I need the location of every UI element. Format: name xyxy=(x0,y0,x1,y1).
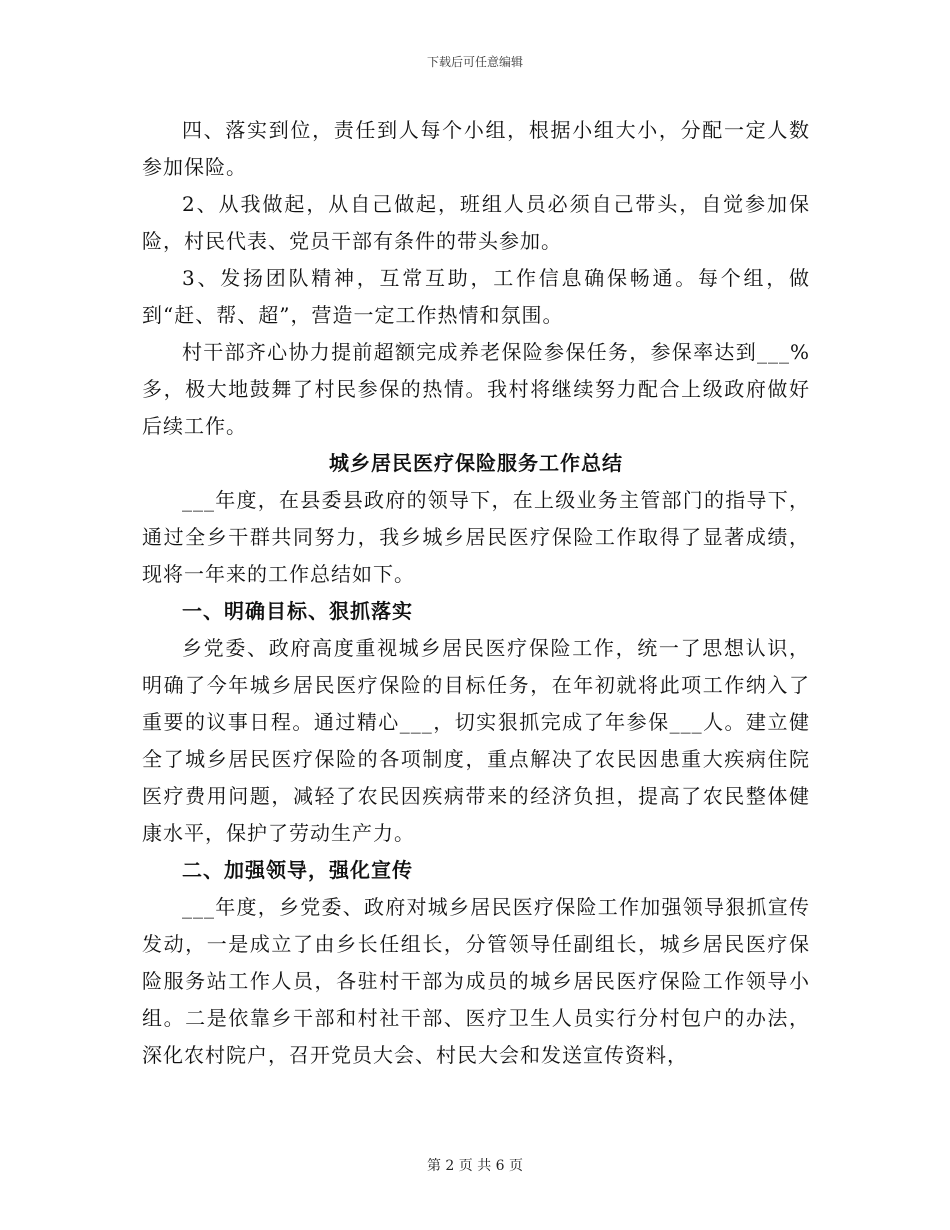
section-heading-2: 二、加强领导，强化宣传 xyxy=(182,858,413,882)
document-title: 城乡居民医疗保险服务工作总结 xyxy=(329,451,623,475)
section-heading-1: 一、明确目标、狠抓落实 xyxy=(182,599,413,623)
paragraph-intro: ___年度，在县委县政府的领导下，在上级业务主管部门的指导下，通过全乡干群共同努力，我乡城乡居民医疗保险工作取得了显著成绩，现将一年来的工作总结如下。 xyxy=(142,488,810,586)
paragraph-item-2: 2、从我做起，从自己做起，班组人员必须自己带头，自觉参加保险，村民代表、党员干部有条件的带头参加。 xyxy=(142,192,810,253)
document-body xyxy=(142,112,810,1074)
paragraph-section-four: 四、落实到位，责任到人每个小组，根据小组大小，分配一定人数参加保险。 xyxy=(142,118,810,179)
page-footer: 第 2 页 共 6 页 xyxy=(426,1158,524,1174)
page-header: 下载后可任意编辑 xyxy=(426,55,523,69)
paragraph-section-1: 乡党委、政府高度重视城乡居民医疗保险工作，统一了思想认识，明确了今年城乡居民医疗保险的目标任务，在年初就将此项工作纳入了重要的议事日程。通过精心___，切实狠抓完成了年参保___人。建立健全了城乡居民医疗保险的各项制度，重点解决了农民因患重大疾病住院医疗费用问题，减轻了农民因疾病带来的经济负担，提高了农民整体健康水平，保护了劳动生产力。 xyxy=(142,636,810,845)
paragraph-conclusion: 村干部齐心协力提前超额完成养老保险参保任务，参保率达到___%多，极大地鼓舞了村民参保的热情。我村将继续努力配合上级政府做好后续工作。 xyxy=(142,340,810,438)
paragraph-section-2: ___年度，乡党委、政府对城乡居民医疗保险工作加强领导狠抓宣传发动，一是成立了由乡长任组长，分管领导任副组长，城乡居民医疗保险服务站工作人员，各驻村干部为成员的城乡居民医疗保险工作领导小组。二是依靠乡干部和村社干部、医疗卫生人员实行分村包户的办法，深化农村院户，召开党员大会、村民大会和发送宣传资料， xyxy=(142,895,810,1067)
paragraph-item-3: 3、发扬团队精神，互常互助，工作信息确保畅通。每个组，做到“赶、帮、超”，营造一定工作热情和氛围。 xyxy=(142,266,810,327)
